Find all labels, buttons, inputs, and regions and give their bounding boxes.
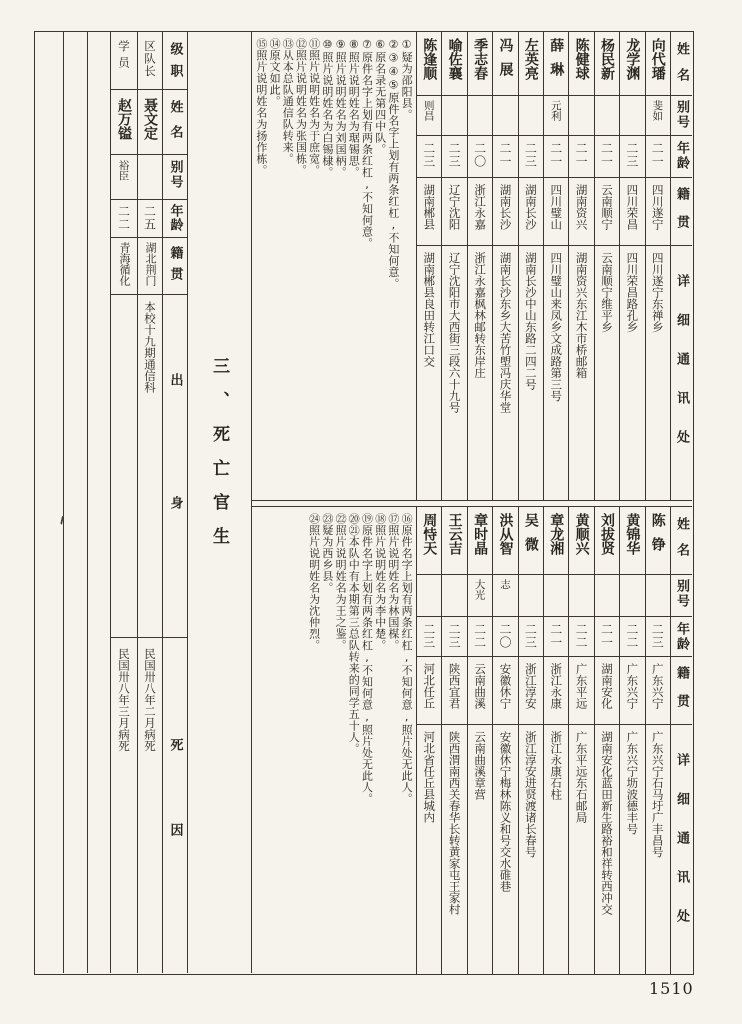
native-place-header: 籍贯 (674, 666, 689, 722)
entry-name: 章龙湘 (548, 513, 565, 555)
entry-name: 薛琳 (548, 38, 565, 86)
entry-age: 二三 (650, 623, 665, 649)
entry-column (416, 507, 441, 974)
deceased-section-lower (252, 506, 692, 974)
entry-alias: 斐如 (651, 100, 664, 121)
alias-header: 别号 (167, 160, 183, 190)
entry-age: 二一 (650, 142, 665, 168)
entry-native-place: 湖南资兴 (574, 184, 589, 230)
ink-mark (60, 515, 68, 525)
entry-native-place: 湖南长沙 (523, 184, 538, 230)
entry-column (518, 507, 543, 974)
note: ⑫照片说明姓名为张国栋。 (294, 38, 308, 176)
entry-native-place: 四川遂宁 (650, 184, 665, 230)
entry-native-place: 四川荣昌 (625, 184, 640, 230)
entry-column (568, 507, 593, 974)
entry-column (543, 32, 568, 500)
deceased-section-upper (252, 32, 692, 501)
entry-address: 广东兴宁石马圩广丰昌号 (650, 731, 665, 858)
name-header: 姓名 (167, 100, 183, 150)
entry-column (594, 32, 619, 500)
left-table-header-column (162, 32, 188, 973)
note: ⑲原件名字上划有两条红杠,不知何意,照片处无此人。 (360, 513, 374, 805)
entry-native-place: 浙江永康 (549, 663, 564, 709)
entry-alias: 大光 (473, 579, 486, 600)
entry-name: 王云吉 (446, 513, 463, 555)
entry-age: 二二 (472, 623, 487, 649)
entry-address: 四川璧山来凤乡文成路第三号 (549, 252, 564, 402)
name-value: 赵万镒 (116, 98, 132, 140)
entry-column (645, 32, 670, 500)
native-place-header: 籍贯 (167, 246, 183, 288)
entry-age: 二一 (548, 623, 563, 649)
section-title: 三、死亡官生 (209, 357, 229, 561)
entry-column (568, 32, 593, 500)
entry-age: 二三 (447, 142, 462, 168)
entry-address: 湖南安化蓝田新生路裕和祥转西冲交 (600, 731, 615, 915)
entry-native-place: 云南顺宁 (600, 184, 615, 230)
age-value: 二二 (116, 205, 131, 231)
entry-address: 湖南资兴东江木市桥邮箱 (574, 252, 589, 379)
entry-age: 二三 (447, 623, 462, 649)
entry-column (619, 507, 644, 974)
entry-address: 湖南长沙中山东路二四二号 (523, 252, 538, 390)
entry-column (467, 32, 492, 500)
entry-address: 浙江永嘉枫林邮转东岸庄 (473, 252, 488, 379)
age-header: 年龄 (674, 622, 689, 652)
entry-native-place: 湖南长沙 (498, 184, 513, 230)
note: ⑩照片说明姓名为白锡棣。 (320, 38, 334, 178)
entry-age: 二一 (548, 142, 563, 168)
entry-name: 陈健球 (573, 38, 590, 80)
left-table-cadet-column (110, 32, 137, 973)
entry-column (645, 507, 670, 974)
entry-name: 周恃天 (421, 513, 438, 555)
entry-age: 二三 (523, 142, 538, 168)
entry-native-place: 云南曲溪 (473, 663, 488, 709)
entry-age: 二三 (624, 142, 639, 168)
entry-name: 黄锦华 (624, 513, 641, 555)
entry-native-place: 辽宁沈阳 (447, 184, 462, 230)
note: ⑮照片说明姓名为扬作栋。 (254, 38, 268, 176)
entry-column (518, 32, 543, 500)
entry-native-place: 浙江淳安 (523, 663, 538, 709)
entry-address: 河北省任丘县城内 (422, 731, 437, 823)
death-cause-value: 民国卅八年三月病死 (117, 648, 131, 752)
entry-address: 四川荣昌路孔乡 (625, 252, 640, 333)
age-header: 年龄 (674, 141, 689, 171)
left-table-squad-leader-column (137, 32, 162, 973)
entry-name: 杨民新 (599, 38, 616, 80)
entry-age: 二二 (624, 623, 639, 649)
entry-address: 四川遂宁东禅乡 (650, 252, 665, 333)
origin-header: 出身 (167, 373, 183, 619)
entry-age: 二〇 (472, 142, 487, 168)
note: ㉒照片说明姓名为王之鉴。 (334, 513, 348, 651)
entry-age: 二一 (599, 142, 614, 168)
note: ㉓疑为西乡县。 (320, 513, 334, 594)
name-header: 姓名 (674, 42, 689, 94)
entry-native-place: 广东兴宁 (650, 663, 665, 709)
entry-alias: 元利 (549, 100, 562, 121)
notes-block (252, 507, 416, 974)
entry-alias: 则昌 (422, 100, 435, 121)
address-header: 详细通讯处 (674, 274, 689, 469)
native-place-header: 籍贯 (674, 187, 689, 243)
age-value: 二五 (142, 205, 157, 231)
note: ⑦原件名字上划有两条红杠,不知何意。 (360, 38, 374, 249)
entry-address: 广东兴宁坜波德丰号 (625, 731, 640, 835)
entry-column (441, 32, 466, 500)
entry-name: 陈逢顺 (421, 38, 438, 80)
entry-name: 洪从智 (497, 513, 514, 555)
entry-name: 季志春 (472, 38, 489, 80)
note: ⑪照片说明姓名为于庶宽。 (307, 38, 321, 176)
entry-age: 二一 (497, 142, 512, 168)
entry-age: 二一 (599, 623, 614, 649)
entry-address: 湖南郴县良田转江口交 (422, 252, 437, 367)
entry-native-place: 四川璧山 (549, 184, 564, 230)
native-place-value: 青海循化 (118, 242, 131, 286)
entry-name: 向代璠 (649, 38, 666, 80)
entry-address: 云南顺宁维平乡 (600, 252, 615, 333)
note: ⑨照片说明姓名为刘国柄。 (334, 38, 348, 178)
note: ①疑为邵阳县。 (400, 38, 414, 121)
entry-name: 龙学渊 (624, 38, 641, 80)
age-header: 年龄 (167, 204, 183, 232)
native-place-value: 湖北荆门 (144, 242, 157, 286)
death-cause-value: 民国卅八年二月病死 (143, 648, 157, 752)
entry-name: 左英亮 (522, 38, 539, 80)
entry-address: 湖南长沙东乡大苦竹塱冯庆华堂 (498, 252, 513, 413)
page-number: 1510 (649, 979, 694, 998)
entry-address: 陕西渭南西关春华长转黄家屯王家村 (447, 731, 462, 915)
entry-column (492, 507, 517, 974)
entry-native-place: 河北任丘 (422, 663, 437, 709)
alias-value: 裕臣 (117, 160, 130, 181)
section-title-column (188, 32, 252, 973)
entry-address: 广东平远东石邮局 (574, 731, 589, 823)
rank-value: 区队长 (143, 40, 157, 78)
note: ⑰照片说明姓名为林国楳。 (386, 513, 400, 651)
name-value: 聂文定 (142, 98, 158, 140)
entry-native-place: 广东兴宁 (625, 663, 640, 709)
entry-age: 二二 (574, 623, 589, 649)
rank-header: 级职 (167, 42, 183, 86)
entry-column (467, 507, 492, 974)
entry-native-place: 陕西宜君 (447, 663, 462, 709)
note: ⑥原名录无第四中队。 (373, 38, 387, 155)
death-cause-header: 死因 (167, 738, 183, 908)
entry-column (441, 507, 466, 974)
origin-value: 本校十九期通信科 (143, 301, 157, 393)
entry-address: 辽宁沈阳市大西街三段六十九号 (447, 252, 462, 413)
grid-rule (87, 32, 88, 973)
entry-name: 陈铮 (649, 513, 666, 561)
note: ②③④⑤原件名字上划有两条红杠,不知何意。 (386, 38, 400, 290)
alias-header: 别号 (674, 579, 689, 609)
address-header: 详细通讯处 (674, 753, 689, 948)
entry-address: 浙江永康石柱 (549, 731, 564, 800)
notes-block (252, 32, 416, 500)
note: ⑱照片说明姓名为李中楚。 (373, 513, 387, 651)
entry-name: 刘拔贤 (599, 513, 616, 555)
entry-address: 安徽休宁梅林陈义和号交水碓巷 (498, 731, 513, 892)
note: ⑬从本总队通信队转来。 (281, 38, 295, 165)
register-table (34, 31, 694, 975)
grid-rule (63, 32, 64, 973)
entry-column (416, 32, 441, 500)
entry-column (492, 32, 517, 500)
entry-native-place: 浙江永嘉 (473, 184, 488, 230)
note: ㉔照片说明姓名为沈仲烈。 (307, 513, 321, 651)
entry-name: 喻佐襄 (446, 38, 463, 80)
entry-name: 黄顺兴 (573, 513, 590, 555)
entry-alias: 志 (498, 579, 511, 590)
header-column (670, 507, 692, 974)
name-header: 姓名 (674, 517, 689, 569)
entry-name: 冯展 (497, 38, 514, 86)
note: ⑧照片说明姓名为琚锡思。 (347, 38, 361, 178)
entry-age: 二一 (574, 142, 589, 168)
entry-age: 二三 (523, 623, 538, 649)
entry-address: 浙江淳安进贤渡诸长春号 (523, 731, 538, 858)
note: ⑳㉑本队中有本期第三总队转来的同学五十人。 (347, 513, 361, 755)
alias-header: 别号 (674, 100, 689, 130)
entry-native-place: 湖南安化 (600, 663, 615, 709)
entry-column (594, 507, 619, 974)
note: ⑯原件名字上划有两条红杠,不知何意,照片处无此人。 (400, 513, 414, 805)
entry-age: 二三 (421, 623, 436, 649)
entry-native-place: 湖南郴县 (422, 184, 437, 230)
entry-age: 二〇 (497, 623, 512, 649)
entry-age: 二三 (421, 142, 436, 168)
entry-native-place: 广东平远 (574, 663, 589, 709)
entry-column (543, 507, 568, 974)
entry-column (619, 32, 644, 500)
entry-native-place: 安徽休宁 (498, 663, 513, 709)
note: ⑭原文如此。 (268, 38, 282, 107)
rank-value: 学员 (117, 40, 131, 73)
entry-name: 章时晶 (472, 513, 489, 555)
entry-address: 云南曲溪章营 (473, 731, 488, 800)
header-column (670, 32, 692, 500)
entry-name: 吴微 (522, 513, 539, 561)
